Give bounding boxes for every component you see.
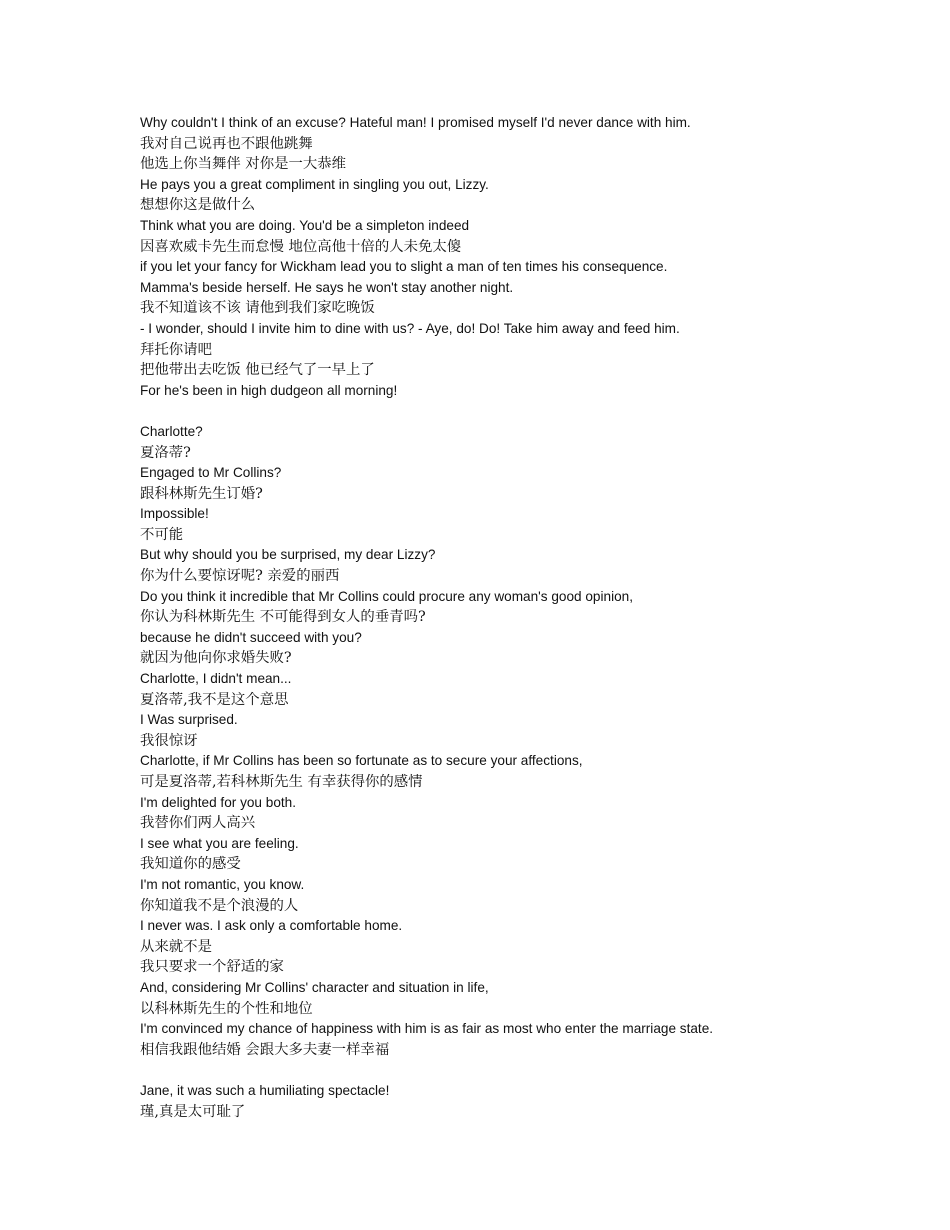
chinese-subtitle-line: 就因为他向你求婚失败? <box>140 650 292 667</box>
chinese-subtitle-line: 从来就不是 <box>140 938 212 955</box>
english-subtitle-line: I'm not romantic, you know. <box>140 876 305 892</box>
chinese-subtitle-line: 把他带出去吃饭 他已经气了一早上了 <box>140 362 375 379</box>
chinese-subtitle-line: 相信我跟他结婚 会跟大多夫妻一样幸福 <box>140 1041 390 1058</box>
chinese-subtitle-line: 你知道我不是个浪漫的人 <box>140 897 299 914</box>
chinese-subtitle-line: 可是夏洛蒂,若科林斯先生 有幸获得你的感情 <box>140 774 423 790</box>
english-subtitle-line: I Was surprised. <box>140 712 238 728</box>
english-subtitle-line: I'm delighted for you both. <box>140 794 296 810</box>
blank-line <box>140 1060 930 1081</box>
chinese-subtitle-line: 跟科林斯先生订婚? <box>140 485 263 502</box>
chinese-subtitle-line: 因喜欢威卡先生而怠慢 地位高他十倍的人未免太傻 <box>140 238 462 255</box>
english-subtitle-line: Jane, it was such a humiliating spectacle! <box>140 1082 390 1098</box>
chinese-subtitle-line: 我很惊讶 <box>140 732 198 749</box>
english-subtitle-line: But why should you be surprised, my dear Lizzy? <box>140 547 436 563</box>
blank-line <box>140 401 930 422</box>
chinese-subtitle-line: 瑾,真是太可耻了 <box>140 1103 246 1120</box>
english-subtitle-line: Engaged to Mr Collins? <box>140 465 282 481</box>
english-subtitle-line: Why couldn't I think of an excuse? Hateful man! I promised myself I'd never dance with him. <box>140 115 691 130</box>
english-subtitle-line: Think what you are doing. You'd be a simpleton indeed <box>140 217 470 233</box>
chinese-subtitle-line: 我不知道该不该 请他到我们家吃晚饭 <box>140 300 375 317</box>
chinese-subtitle-line: 想想你这是做什么 <box>140 197 256 214</box>
chinese-subtitle-line: 夏洛蒂,我不是这个意思 <box>140 691 289 708</box>
chinese-subtitle-line: 拜托你请吧 <box>140 341 212 358</box>
chinese-subtitle-line: 你认为科林斯先生 不可能得到女人的垂青吗? <box>140 609 426 626</box>
chinese-subtitle-line: 我对自己说再也不跟他跳舞 <box>140 135 313 152</box>
subtitle-transcript <box>140 113 930 1122</box>
chinese-subtitle-line: 不可能 <box>140 526 184 543</box>
english-subtitle-line: I'm convinced my chance of happiness with him is as fair as most who enter the marriage state. <box>140 1021 714 1037</box>
english-subtitle-line: I never was. I ask only a comfortable home. <box>140 918 403 934</box>
english-subtitle-line: For he's been in high dudgeon all morning! <box>140 382 398 398</box>
english-subtitle-line: And, considering Mr Collins' character and situation in life, <box>140 979 489 995</box>
english-subtitle-line: if you let your fancy for Wickham lead you to slight a man of ten times his consequence. <box>140 259 668 275</box>
chinese-subtitle-line: 我只要求一个舒适的家 <box>140 959 284 976</box>
english-subtitle-line: Charlotte? <box>140 423 203 439</box>
chinese-subtitle-line: 我知道你的感受 <box>140 856 241 873</box>
chinese-subtitle-line: 夏洛蒂? <box>140 444 191 461</box>
english-subtitle-line: because he didn't succeed with you? <box>140 629 362 645</box>
english-subtitle-line: Mamma's beside herself. He says he won't stay another night. <box>140 279 514 295</box>
chinese-subtitle-line: 你为什么要惊讶呢? 亲爱的丽西 <box>140 568 340 585</box>
chinese-subtitle-line: 我替你们两人高兴 <box>140 815 256 832</box>
english-subtitle-line: - I wonder, should I invite him to dine with us? - Aye, do! Do! Take him away and feed him. <box>140 320 680 336</box>
english-subtitle-line: Impossible! <box>140 506 209 522</box>
english-subtitle-line: I see what you are feeling. <box>140 835 299 851</box>
chinese-subtitle-line: 他选上你当舞伴 对你是一大恭维 <box>140 156 347 173</box>
english-subtitle-line: Charlotte, I didn't mean... <box>140 671 292 687</box>
english-subtitle-line: He pays you a great compliment in singling you out, Lizzy. <box>140 176 489 192</box>
chinese-subtitle-line: 以科林斯先生的个性和地位 <box>140 1000 313 1017</box>
english-subtitle-line: Do you think it incredible that Mr Collins could procure any woman's good opinion, <box>140 588 633 604</box>
english-subtitle-line: Charlotte, if Mr Collins has been so fortunate as to secure your affections, <box>140 753 583 769</box>
